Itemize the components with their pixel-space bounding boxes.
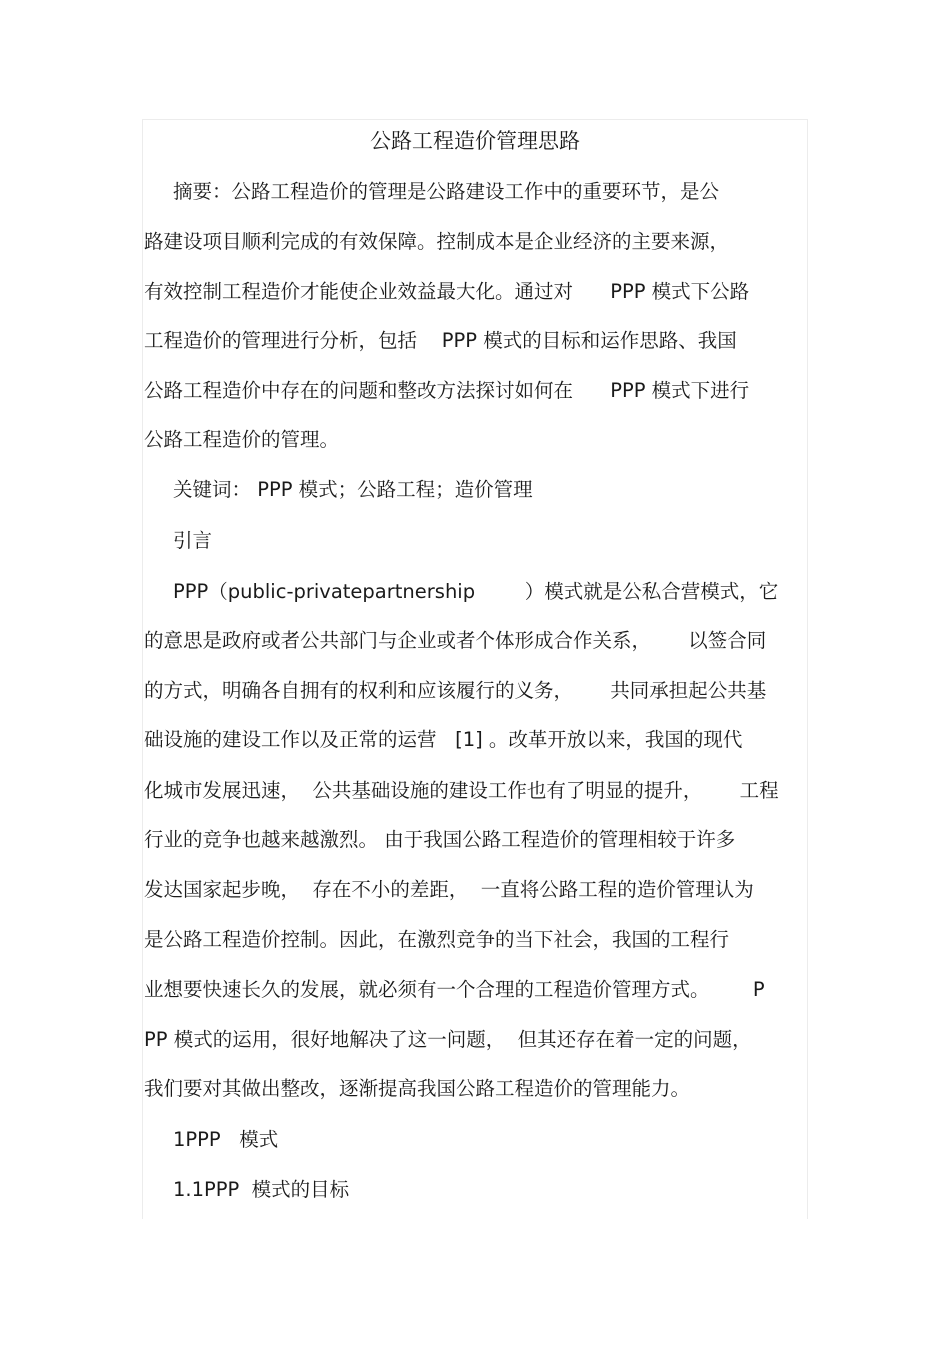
intro-line: 业想要快速长久的发展，就必须有一个合理的工程造价管理方式。 P xyxy=(144,978,765,1001)
intro-line: 的意思是政府或者公共部门与企业或者个体形成合作关系， 以签合同 xyxy=(144,629,767,652)
document-title: 公路工程造价管理思路 xyxy=(370,129,580,153)
abstract-line: 公路工程造价的管理。 xyxy=(144,428,340,451)
intro-line: PP 模式的运用，很好地解决了这一问题， 但其还存在着一定的问题， xyxy=(144,1028,752,1051)
abstract-line: 公路工程造价中存在的问题和整改方法探讨如何在 PPP 模式下进行 xyxy=(144,379,750,402)
abstract-line: 有效控制工程造价才能使企业效益最大化。通过对 PPP 模式下公路 xyxy=(144,280,750,303)
abstract-line: 摘要：公路工程造价的管理是公路建设工作中的重要环节，是公 xyxy=(173,180,720,203)
intro-line: 我们要对其做出整改，逐渐提高我国公路工程造价的管理能力。 xyxy=(144,1077,691,1100)
abstract-line: 工程造价的管理进行分析，包括 PPP 模式的目标和运作思路、我国 xyxy=(144,329,737,352)
intro-line: 发达国家起步晚， 存在不小的差距， 一直将公路工程的造价管理认为 xyxy=(144,878,754,901)
intro-line: 是公路工程造价控制。因此，在激烈竞争的当下社会，我国的工程行 xyxy=(144,928,730,951)
intro-line: 础设施的建设工作以及正常的运营 [1] 。改革开放以来，我国的现代 xyxy=(144,728,743,751)
section-heading: 1PPP 模式 xyxy=(173,1128,279,1151)
intro-heading: 引言 xyxy=(173,529,213,552)
abstract-line: 路建设项目顺利完成的有效保障。控制成本是企业经济的主要来源， xyxy=(144,230,730,253)
subsection-heading: 1.1PPP 模式的目标 xyxy=(173,1178,350,1201)
intro-line: 的方式，明确各自拥有的权利和应该履行的义务， 共同承担起公共基 xyxy=(144,679,767,702)
intro-line: 化城市发展迅速， 公共基础设施的建设工作也有了明显的提升， 工程 xyxy=(144,779,779,802)
keywords-line: 关键词： PPP 模式；公路工程；造价管理 xyxy=(173,478,533,501)
intro-line: 行业的竞争也越来越激烈。 由于我国公路工程造价的管理相较于许多 xyxy=(144,828,736,851)
intro-line: PPP（public-privatepartnership ）模式就是公私合营模式，它 xyxy=(173,580,779,603)
